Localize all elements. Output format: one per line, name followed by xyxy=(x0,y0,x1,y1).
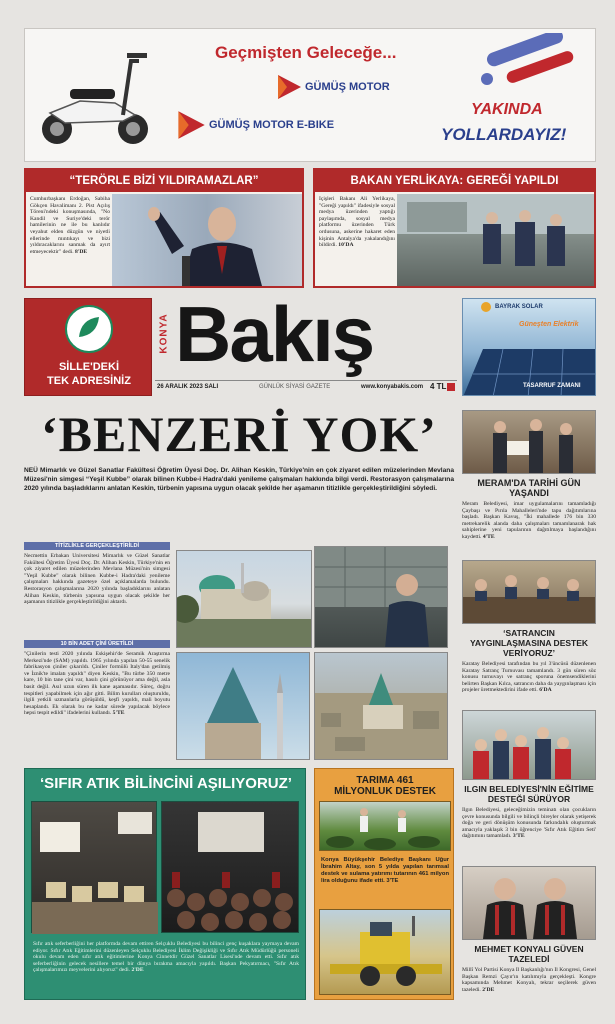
ad-slogan: Geçmişten Geleceğe... xyxy=(215,43,397,62)
sub1-label: TİTİZLİKLE GERÇEKLEŞTİRİLDİ xyxy=(24,542,170,550)
masthead-right-ad[interactable] xyxy=(462,298,596,396)
chess-photo xyxy=(462,560,596,624)
tarima-text: Konya Büyükşehir Belediye Başkanı Uğur İbrahim Altay, son 5 yılda yapılan tarımsal destek ve sulama yatırımı tutarının 461 milyon lira olduğunu ifade etti. 3'TE xyxy=(321,857,449,884)
dome-photo xyxy=(176,652,310,760)
meram-title: MERAM'DA TARİHİ GÜN YAŞANDI xyxy=(477,478,581,498)
erdogan-photo xyxy=(112,194,302,286)
sidebar-ilgin[interactable] xyxy=(462,710,596,859)
tarima-title: TARIMA 461 MİLYONLUK DESTEK xyxy=(334,775,436,797)
story-yerlikaya-title: BAKAN YERLİKAYA: GEREĞİ YAPILDI xyxy=(315,170,594,192)
sidebar-meram[interactable] xyxy=(462,410,596,545)
sifir-atik-text: Sıfır atık seferberliğini her platformda devam ettiren Selçuklu Belediyesi bu bilinci genç kuşaklara yaymaya devam ediyor. Sıfır Atık Eğitimlerini düzenleyen Selçuklu Belediyesi İklim Değişikliği ve Sıfır Atık Müdürlüğü personeli okulu devam eden sıfır atık eğitimlerine Konya Cinnetdir Güzel Sanatlar Lisesi'nde devam etti. Sıfır atık seferberliğinin gelecek nesillere temel bir dünya bırakma amacıyla yapıldı. Başkan Pekyatırmacı, "Sıfır Atık çalışmalarımızı meyvelerini alıyoruz" dedi. 2'DE xyxy=(33,941,299,974)
sub1-text: Necmettin Erbakan Üniversitesi Mimarlık ve Güzel Sanatlar Fakültesi Öğretim Üyesi Doç. Dr. Alihan Keskin, Türkiye'nin en çok ziyaret edilen müzelerinden Mevlana Müzesi'nin simgesi "Yeşil Kubbe" olarak bilinen Kubbe-i Hadra'daki yenileme çalışmaları hakkında gazeteye özel açıklamalarda bulundu. Restorasyon çalışmalarına 2020 yılında başladıklarını anlatan Alihan Keskin, türbenin yapısına uygun olacak şekilde her aşamanın titizlikle gerçekleştirildiğini aktardı. xyxy=(24,553,170,606)
sub2-label: 10 BİN ADET ÇİNİ ÜRETİLDİ xyxy=(24,640,170,648)
konyali-photo xyxy=(462,866,596,940)
students-drawing xyxy=(463,711,595,779)
masthead-left-ad[interactable] xyxy=(24,298,152,396)
gumus-motor-logo: GÜMÜŞ MOTOR xyxy=(275,73,390,101)
masthead-rule xyxy=(155,380,457,381)
masthead-title: Bakış xyxy=(175,290,374,378)
main-lead: NEÜ Mimarlık ve Güzel Sanatlar Fakültesi Öğretim Üyesi Doç. Dr. Alihan Keskin, Türkiye'nin en çok ziyaret edilen müzelerinden Mevlana Müzesi'nin simgesi “Yeşil Kubbe” olarak bilinen Kubbe-i Hadra'daki yenileme çalışmaları hakkında bilgi verdi. Restorasyon çalışmalarına 2020 yılında başladıklarını anlatan Keskin, türbenin yapısına uygun olacak şekilde her aşamanın titizlikle gerçekleştirildiğini söyledi. xyxy=(24,467,454,493)
price-square-icon xyxy=(447,383,455,391)
story-erdogan-text: Cumhurbaşkanı Erdoğan, Sabiha Gökçen Havalimanı 2. Pist Açılış Töreni'ndeki konuşmasında, "No Kandil ve Suriye'deki terör hamilerinin ne ile bu kanlıdır veyahut elden düzgün ve niyetli ellerinde mıntıkayı ve bizi yıldıracaklarını sanmak da ayırt etmeyecektir" dedi. 8'DE xyxy=(30,196,110,255)
story-tarima[interactable] xyxy=(314,768,454,1000)
chess-drawing xyxy=(463,561,595,623)
ad-yakinda: YAKINDA xyxy=(471,101,543,118)
masthead-konya: KONYA xyxy=(158,313,170,354)
exhibition-photo xyxy=(31,801,157,933)
top-advertisement[interactable] xyxy=(24,28,596,162)
play-arrow-icon xyxy=(175,109,207,141)
meram-text: Meram Belediyesi, imar uygulamalarını tamamladığı Çaybaşı ve Pırıla Mahalleleri'nde tapu dağıtımlarına başladı. Başkan Kavuş, "İki mahallede 176 bin 330 metrekarelik alanda daha çalışmaları tamamlanarak hak sahiplerine yeni tapularının dağıtılmaya başlandığını kaydetti. 4'TE xyxy=(462,501,596,540)
story-sifir-atik[interactable] xyxy=(24,768,306,1000)
gumus-motor-ebike-logo: GÜMÜŞ MOTOR E-BIKE xyxy=(175,109,334,141)
main-headline: ‘BENZERİ YOK’ xyxy=(41,406,437,462)
speaker-figure xyxy=(112,194,302,286)
right-ad-line1: Güneşten Elektrik xyxy=(519,321,579,328)
mosque-drawing xyxy=(177,551,312,648)
meram-photo xyxy=(462,410,596,474)
sun-icon xyxy=(481,302,491,312)
masthead-web: www.konyabakis.com xyxy=(361,384,424,390)
play-arrow-icon xyxy=(275,73,303,101)
ilgin-title: ILGIN BELEDİYESİ'NİN EĞİTİME DESTEĞİ SÜRÜYOR xyxy=(464,784,594,804)
leaf-icon xyxy=(75,313,103,341)
story-erdogan-title: “TERÖRLE BİZİ YILDIRAMAZLAR” xyxy=(26,170,302,192)
exhibition-drawing xyxy=(32,802,158,934)
field-drawing xyxy=(320,802,452,852)
audience-drawing xyxy=(162,802,300,934)
main-sub2 xyxy=(24,640,170,769)
sub2-text: "Çinilerin testi 2020 yılında Eskişehir'de Seramik Araştırma Merkezi'nde (SAM) yapıldı. 1965 yılında yapılan 50-55 senelik fabrikasyon çiniler çıkarıldı. Çiniler formülü Italy'dan getilmiş ve İznik'te imalatı yapıldı" diyen Keskin, "Bu türbe 350 metre kare, 10 bin tane çini var, hasılı çini görünüyor ama değil, asla basit değil. Asıl uzun süren ilk kane aşamasıdır. Süreç, doğru tespitleri yapabilmek için ağır gitti. Bilim kurulları oluşturuldu, ilgili yetkili uzmanlarla görüşüldü, keşfi yapıldı, mali boyutu hesaplandı. Ek olarak bu ne kadar sürede yapılacak böylece hepsi tespit edildi" ifadelerini kullandı. 5'TE xyxy=(24,651,170,717)
keskin-photo xyxy=(314,546,448,648)
audience-photo xyxy=(161,801,299,933)
ceremony-drawing xyxy=(463,411,595,473)
field-photo xyxy=(319,801,451,851)
students-photo xyxy=(462,710,596,780)
ilgin-text: Ilgın Belediyesi, geleceğimizin teminatı olan çocukların çevre konusunda bilgili ve bilinçli bireyler olarak yetişerek doğa ve geri dönüşüm konusunda farkındalık oluşturmak amacıyla yaklaşık 3 bin öğrenciye 'Sıfır Atık Eğitim Seti' dağıtımını tamamladı. 3'TE xyxy=(462,807,596,840)
right-ad-line2: TASARRUF ZAMANI xyxy=(523,383,581,389)
city-drawing xyxy=(315,653,448,760)
story-yerlikaya-text: İçişleri Bakanı Ali Yerlikaya, "Gereği yapıldı" ifadesiyle sosyal medya üzerinden yaptığı paylaşımda, sosyal medya platformu üzerinden Türk ordusuna, askerine hakaret eden kişinin Antalya'da yakalandığını bildirdi. 10'DA xyxy=(319,196,395,249)
ad-yollardayiz: YOLLARDAYIZ! xyxy=(441,125,567,144)
decorative-shapes xyxy=(465,33,593,93)
police-figures xyxy=(397,194,594,286)
police-photo xyxy=(397,194,594,286)
sifir-atik-title: ‘SIFIR ATIK BİLİNCİNİ AŞILIYORUZ’ xyxy=(40,775,292,792)
sidebar-konyali[interactable] xyxy=(462,866,596,1019)
satranc-title: ‘SATRANCIN YAYGINLAŞMASINA DESTEK VERİYORUZ’ xyxy=(469,628,589,658)
right-ad-brand: BAYRAK SOLAR xyxy=(495,304,543,310)
satranc-text: Karatay Belediyesi tarafından bu yıl 3'üncüsü düzenlenen Karatay Satranç Turnuvası tamamlandı. 3 gün süren söz konusu turnuvayı ve satranç sporuna önemsendiklerini belirten Başkan Kılca, satrancın daha da yaygınlaşması için projeler üretmektedirini ifade etti. 6'DA xyxy=(462,661,596,694)
sidebar-satranc[interactable] xyxy=(462,560,596,713)
masthead-date: 26 ARALIK 2023 SALI xyxy=(157,384,219,390)
mosque-photo-1 xyxy=(176,550,312,648)
konyali-title: MEHMET KONYALI GÜVEN TAZELEDİ xyxy=(474,944,584,964)
two-men-drawing xyxy=(463,867,595,939)
dome-drawing xyxy=(177,653,310,760)
konyali-text: Millî Yol Partisi Konya İl Başkanlığı'nın İl Kongresi, Genel Başkan Remzi Çayır'ın katılımıyla gerçekleşti. Kongre kapsamında Mehmet Konyalı, tekrar seçilerek güven tazeledi. 2'DE xyxy=(462,967,596,993)
story-erdogan[interactable] xyxy=(24,168,304,288)
main-sub1 xyxy=(24,542,170,641)
aerial-photo xyxy=(314,652,448,760)
masthead-type: GÜNLÜK SİYASİ GAZETE xyxy=(259,384,331,390)
masthead xyxy=(155,290,457,396)
masthead-price: 4 TL xyxy=(430,382,447,391)
left-ad-text1: SİLLE'DEKİ xyxy=(58,361,120,373)
scooter-image xyxy=(35,43,157,151)
harvester-drawing xyxy=(320,910,452,996)
man-figure xyxy=(315,547,448,648)
left-ad-text2: TEK ADRESİNİZ xyxy=(47,375,131,387)
story-yerlikaya[interactable] xyxy=(313,168,596,288)
harvester-photo xyxy=(319,909,451,995)
